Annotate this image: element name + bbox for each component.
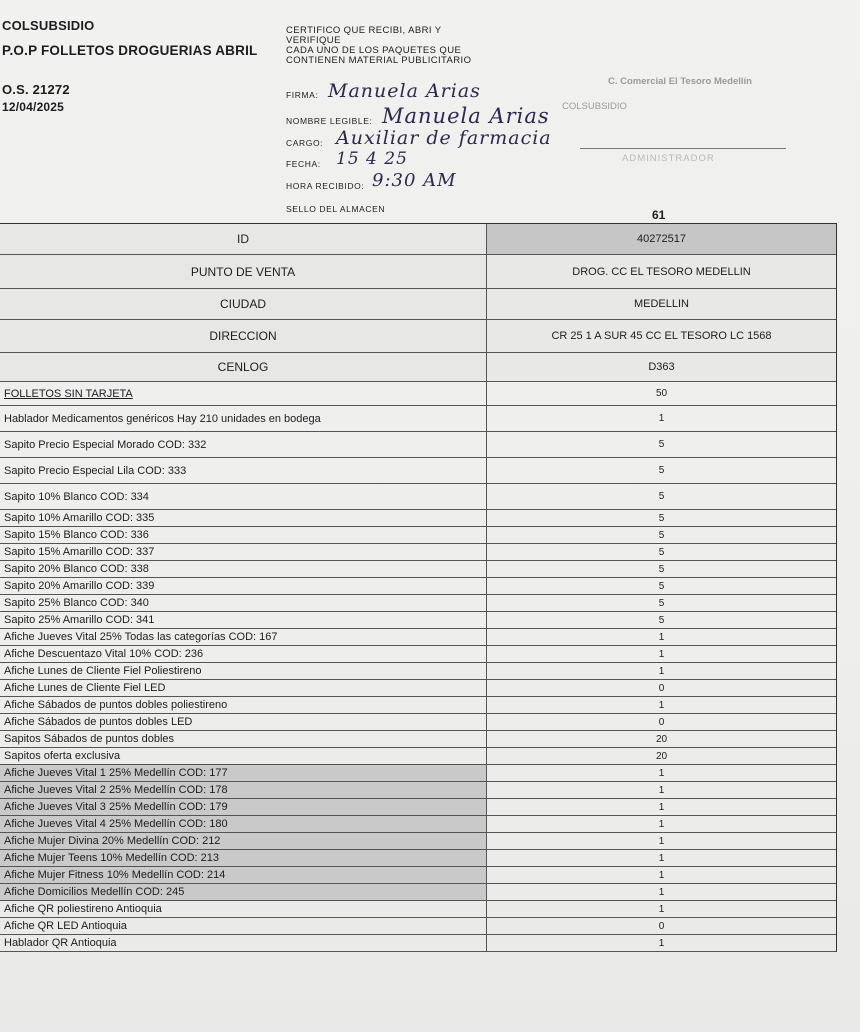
sello-label: SELLO DEL ALMACEN [286, 204, 386, 214]
table-row [0, 484, 836, 510]
table-row [0, 901, 836, 918]
item-qty: 1 [658, 869, 665, 881]
item-qty: 1 [658, 937, 665, 949]
store-info-label: PUNTO DE VENTA [0, 255, 487, 288]
item-qty: 1 [658, 665, 665, 677]
item-name: Hablador Medicamentos genéricos Hay 210 unidades en bodega [0, 406, 487, 431]
table-row [0, 578, 836, 595]
item-name: Sapito 15% Blanco COD: 336 [0, 527, 487, 543]
item-qty: 50 [655, 388, 668, 399]
item-name: Sapito 25% Amarillo COD: 341 [0, 612, 487, 628]
item-name: Sapito 20% Blanco COD: 338 [0, 561, 487, 577]
document-date: 12/04/2025 [2, 100, 65, 114]
item-name: Sapitos Sábados de puntos dobles [0, 731, 487, 747]
item-qty: 0 [658, 716, 665, 728]
table-row [0, 382, 836, 406]
table-row [0, 406, 836, 432]
table-row [0, 867, 836, 884]
cargo-label: CARGO: [286, 138, 324, 148]
table-row [0, 510, 836, 527]
table-row [0, 458, 836, 484]
table-row [0, 680, 836, 697]
store-info-value: 40272517 [487, 224, 836, 254]
item-name: Sapito 15% Amarillo COD: 337 [0, 544, 487, 560]
table-row [0, 289, 836, 320]
table-row [0, 884, 836, 901]
certificate-line: CONTIENEN MATERIAL PUBLICITARIO [286, 55, 472, 66]
certificate-line: CERTIFICO QUE RECIBI, ABRI Y [286, 25, 442, 36]
table-row [0, 765, 836, 782]
item-qty: 1 [658, 648, 665, 660]
store-info-label: CIUDAD [0, 289, 487, 319]
stamp-line-2: COLSUBSIDIO [562, 101, 627, 112]
item-name: Afiche Jueves Vital 3 25% Medellín COD: 179 [0, 799, 487, 815]
store-info-value: CR 25 1 A SUR 45 CC EL TESORO LC 1568 [487, 320, 836, 352]
table-row [0, 782, 836, 799]
item-name: Afiche Mujer Fitness 10% Medellín COD: 214 [0, 867, 487, 883]
certificate-line: VERIFIQUE [286, 35, 341, 46]
item-qty: 5 [658, 512, 665, 524]
item-name: Afiche Mujer Divina 20% Medellín COD: 212 [0, 833, 487, 849]
item-name: Afiche Jueves Vital 1 25% Medellín COD: 177 [0, 765, 487, 781]
table-row [0, 663, 836, 680]
item-name: Afiche Domicilios Medellín COD: 245 [0, 884, 487, 900]
item-name: Afiche Jueves Vital 2 25% Medellín COD: 178 [0, 782, 487, 798]
fecha-value: 15 4 25 [336, 149, 408, 169]
item-name: Sapito 10% Amarillo COD: 335 [0, 510, 487, 526]
table-row [0, 561, 836, 578]
store-info-value: DROG. CC EL TESORO MEDELLIN [487, 255, 836, 288]
item-name: Sapito Precio Especial Morado COD: 332 [0, 432, 487, 457]
item-qty: 1 [658, 631, 665, 643]
store-info-label: DIRECCION [0, 320, 487, 352]
item-name: Afiche Sábados de puntos dobles LED [0, 714, 487, 730]
table-row [0, 935, 836, 952]
hora-label: HORA RECIBIDO: [286, 181, 365, 191]
table-row [0, 816, 836, 833]
item-name: Afiche Jueves Vital 4 25% Medellín COD: 180 [0, 816, 487, 832]
item-name: Afiche QR LED Antioquia [0, 918, 487, 934]
table-row [0, 731, 836, 748]
table-row [0, 850, 836, 867]
table-row [0, 612, 836, 629]
item-name: Sapito 10% Blanco COD: 334 [0, 484, 487, 509]
item-name: Sapito Precio Especial Lila COD: 333 [0, 458, 487, 483]
table-row [0, 527, 836, 544]
delivery-table [0, 223, 837, 952]
nombre-value: Manuela Arias [382, 104, 550, 128]
table-row [0, 544, 836, 561]
item-name: Sapitos oferta exclusiva [0, 748, 487, 764]
item-name: FOLLETOS SIN TARJETA [0, 382, 487, 405]
item-qty: 5 [658, 465, 665, 476]
firma-signature: Manuela Arias [328, 80, 481, 102]
certificate-text [286, 26, 471, 66]
store-info-value: MEDELLIN [487, 289, 836, 319]
item-name: Sapito 20% Amarillo COD: 339 [0, 578, 487, 594]
item-name: Afiche Descuentazo Vital 10% COD: 236 [0, 646, 487, 662]
item-qty: 1 [658, 413, 665, 424]
item-qty: 1 [658, 767, 665, 779]
store-info-value: D363 [487, 353, 836, 381]
item-qty: 5 [658, 439, 665, 450]
item-name: Afiche Sábados de puntos dobles poliestireno [0, 697, 487, 713]
item-qty: 5 [658, 546, 665, 558]
table-row [0, 255, 836, 289]
item-name: Afiche Mujer Teens 10% Medellín COD: 213 [0, 850, 487, 866]
table-row [0, 833, 836, 850]
os-number: O.S. 21272 [2, 82, 70, 97]
item-qty: 0 [658, 682, 665, 694]
item-qty: 1 [658, 903, 665, 915]
campaign-title: P.O.P FOLLETOS DROGUERIAS ABRIL [2, 43, 258, 58]
item-qty: 1 [658, 784, 665, 796]
item-qty: 5 [658, 529, 665, 541]
table-row [0, 629, 836, 646]
table-row [0, 748, 836, 765]
item-name: Afiche Lunes de Cliente Fiel LED [0, 680, 487, 696]
item-qty: 1 [658, 835, 665, 847]
table-row [0, 646, 836, 663]
item-qty: 5 [658, 580, 665, 592]
item-qty: 20 [655, 733, 668, 745]
item-qty: 1 [658, 699, 665, 711]
firma-label: FIRMA: [286, 90, 319, 100]
cargo-value: Auxiliar de farmacia [336, 127, 552, 149]
stamp-line-1: C. Comercial El Tesoro Medellín [608, 76, 752, 87]
table-row [0, 320, 836, 353]
certificate-line: CADA UNO DE LOS PAQUETES QUE [286, 45, 462, 56]
item-name: Afiche Jueves Vital 25% Todas las categorías COD: 167 [0, 629, 487, 645]
nombre-label: NOMBRE LEGIBLE: [286, 116, 373, 126]
item-qty: 20 [655, 750, 668, 762]
stamp-divider [580, 148, 786, 149]
item-qty: 5 [658, 563, 665, 575]
store-info-label: ID [0, 224, 487, 254]
table-row [0, 224, 836, 255]
item-name: Sapito 25% Blanco COD: 340 [0, 595, 487, 611]
stamp-line-3: ADMINISTRADOR [622, 153, 715, 164]
item-qty: 1 [658, 818, 665, 830]
item-qty: 1 [658, 801, 665, 813]
hora-value: 9:30 AM [372, 170, 457, 191]
item-qty: 1 [658, 852, 665, 864]
table-row [0, 432, 836, 458]
item-name: Hablador QR Antioquia [0, 935, 487, 951]
item-qty: 0 [658, 920, 665, 932]
table-row [0, 714, 836, 731]
fecha-label: FECHA: [286, 159, 321, 169]
company-name: COLSUBSIDIO [2, 18, 95, 33]
table-row [0, 799, 836, 816]
table-row [0, 595, 836, 612]
table-row [0, 918, 836, 935]
item-qty: 5 [658, 597, 665, 609]
item-name: Afiche QR poliestireno Antioquia [0, 901, 487, 917]
item-qty: 1 [658, 886, 665, 898]
item-qty: 5 [658, 614, 665, 626]
item-name: Afiche Lunes de Cliente Fiel Poliestireno [0, 663, 487, 679]
page-number: 61 [652, 208, 666, 222]
store-info-label: CENLOG [0, 353, 487, 381]
item-qty: 5 [658, 491, 665, 502]
table-row [0, 353, 836, 382]
table-row [0, 697, 836, 714]
